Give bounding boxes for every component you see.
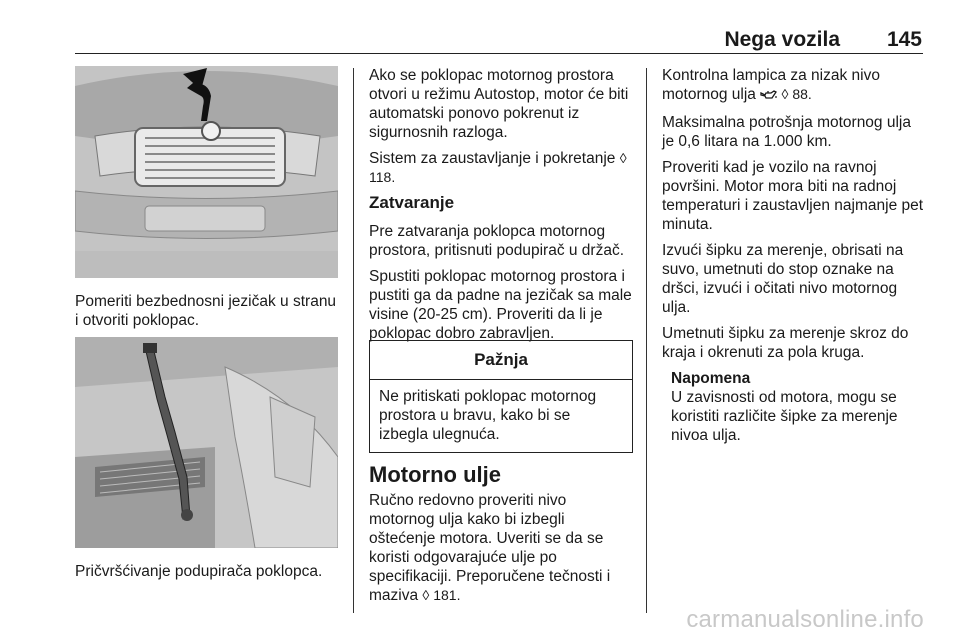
paragraph-dipstick-insert: Umetnuti šipku za merenje skroz do kraja i okrenuti za pola kruga.: [662, 325, 909, 361]
paragraph-oil-warning-lamp: [662, 66, 927, 106]
paragraph-level-surface: Proveriti kad je vozilo na ravnoj površini. Motor mora biti na radnoj temperaturi i zaustavljen najmanje pet minuta.: [662, 159, 924, 233]
paragraph-dipstick-read: Izvući šipku za merenje, obrisati na suvo, umetnuti do stop oznake na dršci, izvući i očitati nivo motornog ulja.: [662, 242, 904, 316]
paragraph-lower-hood: Spustiti poklopac motornog prostora i pustiti ga da padne na jezičak sa male visine (20-25 cm). Proveriti da li je poklopac dobro zabravljen.: [369, 268, 632, 342]
note-block: [662, 369, 927, 445]
page-reference-88[interactable]: ◊ 88.: [781, 86, 812, 102]
paragraph-autostop: Ako se poklopac motornog prostora otvori u režimu Autostop, motor će biti automatski ponovo pokrenut iz sigurnosnih razloga.: [369, 67, 629, 141]
hood-strut-illustration: [75, 337, 338, 548]
note-text: U zavisnosti od motora, mogu se koristiti različite šipke za merenje nivoa ulja.: [671, 389, 898, 444]
column-2-text-closing: [369, 222, 637, 350]
paragraph-check-oil: [369, 491, 634, 605]
caution-title: Pažnja: [370, 341, 632, 380]
note-title: Napomena: [671, 370, 751, 387]
paragraph-start-stop: [369, 149, 637, 187]
start-stop-text: Sistem za zaustavljanje i pokretanje: [369, 150, 616, 167]
header-divider: [75, 53, 923, 54]
hood-release-drawing: [75, 66, 338, 278]
oil-warning-lamp-text: Kontrolna lampica za nizak nivo motornog ulja: [662, 67, 880, 103]
oil-can-icon: [760, 87, 777, 106]
paragraph-oil-consumption: Maksimalna potrošnja motornog ulja je 0,6 litara na 1.000 km.: [662, 114, 911, 150]
page-number: 145: [886, 28, 922, 51]
column-2-text-top: [369, 66, 637, 194]
watermark-text: carmanualsonline.info: [686, 606, 924, 633]
page-reference-181[interactable]: ◊ 181.: [422, 587, 461, 603]
hood-release-illustration: [75, 66, 338, 278]
heading-engine-oil: Motorno ulje: [369, 462, 501, 487]
page-reference-118[interactable]: ◊ 118.: [369, 150, 627, 185]
paragraph-press-strut: Pre zatvaranja poklopca motornog prostora, pritisnuti podupirač u držač.: [369, 223, 625, 259]
caption-strut-fastening: Pričvršćivanje podupirača poklopca.: [75, 563, 323, 580]
page-section-title: Nega vozila: [724, 28, 840, 51]
caution-box: [369, 340, 633, 453]
caution-text: Ne pritiskati poklopac motornog prostora u bravu, kako bi se izbegla ulegnuća.: [379, 388, 597, 443]
check-oil-text: Ručno redovno proveriti nivo motornog ulja kako bi izbegli oštećenje motora. Uveriti se da se koristi odgovarajuće ulje po specifikaciji. Preporučene tečnosti i maziva: [369, 492, 611, 604]
column-divider-1: [353, 68, 354, 613]
column-3-text: [662, 66, 927, 445]
column-divider-2: [646, 68, 647, 613]
heading-closing: Zatvaranje: [369, 193, 455, 212]
hood-strut-drawing: [75, 337, 338, 548]
column-2-text-oil: [369, 491, 634, 612]
caption-hood-release: Pomeriti bezbednosni jezičak u stranu i otvoriti poklopac.: [75, 293, 337, 329]
